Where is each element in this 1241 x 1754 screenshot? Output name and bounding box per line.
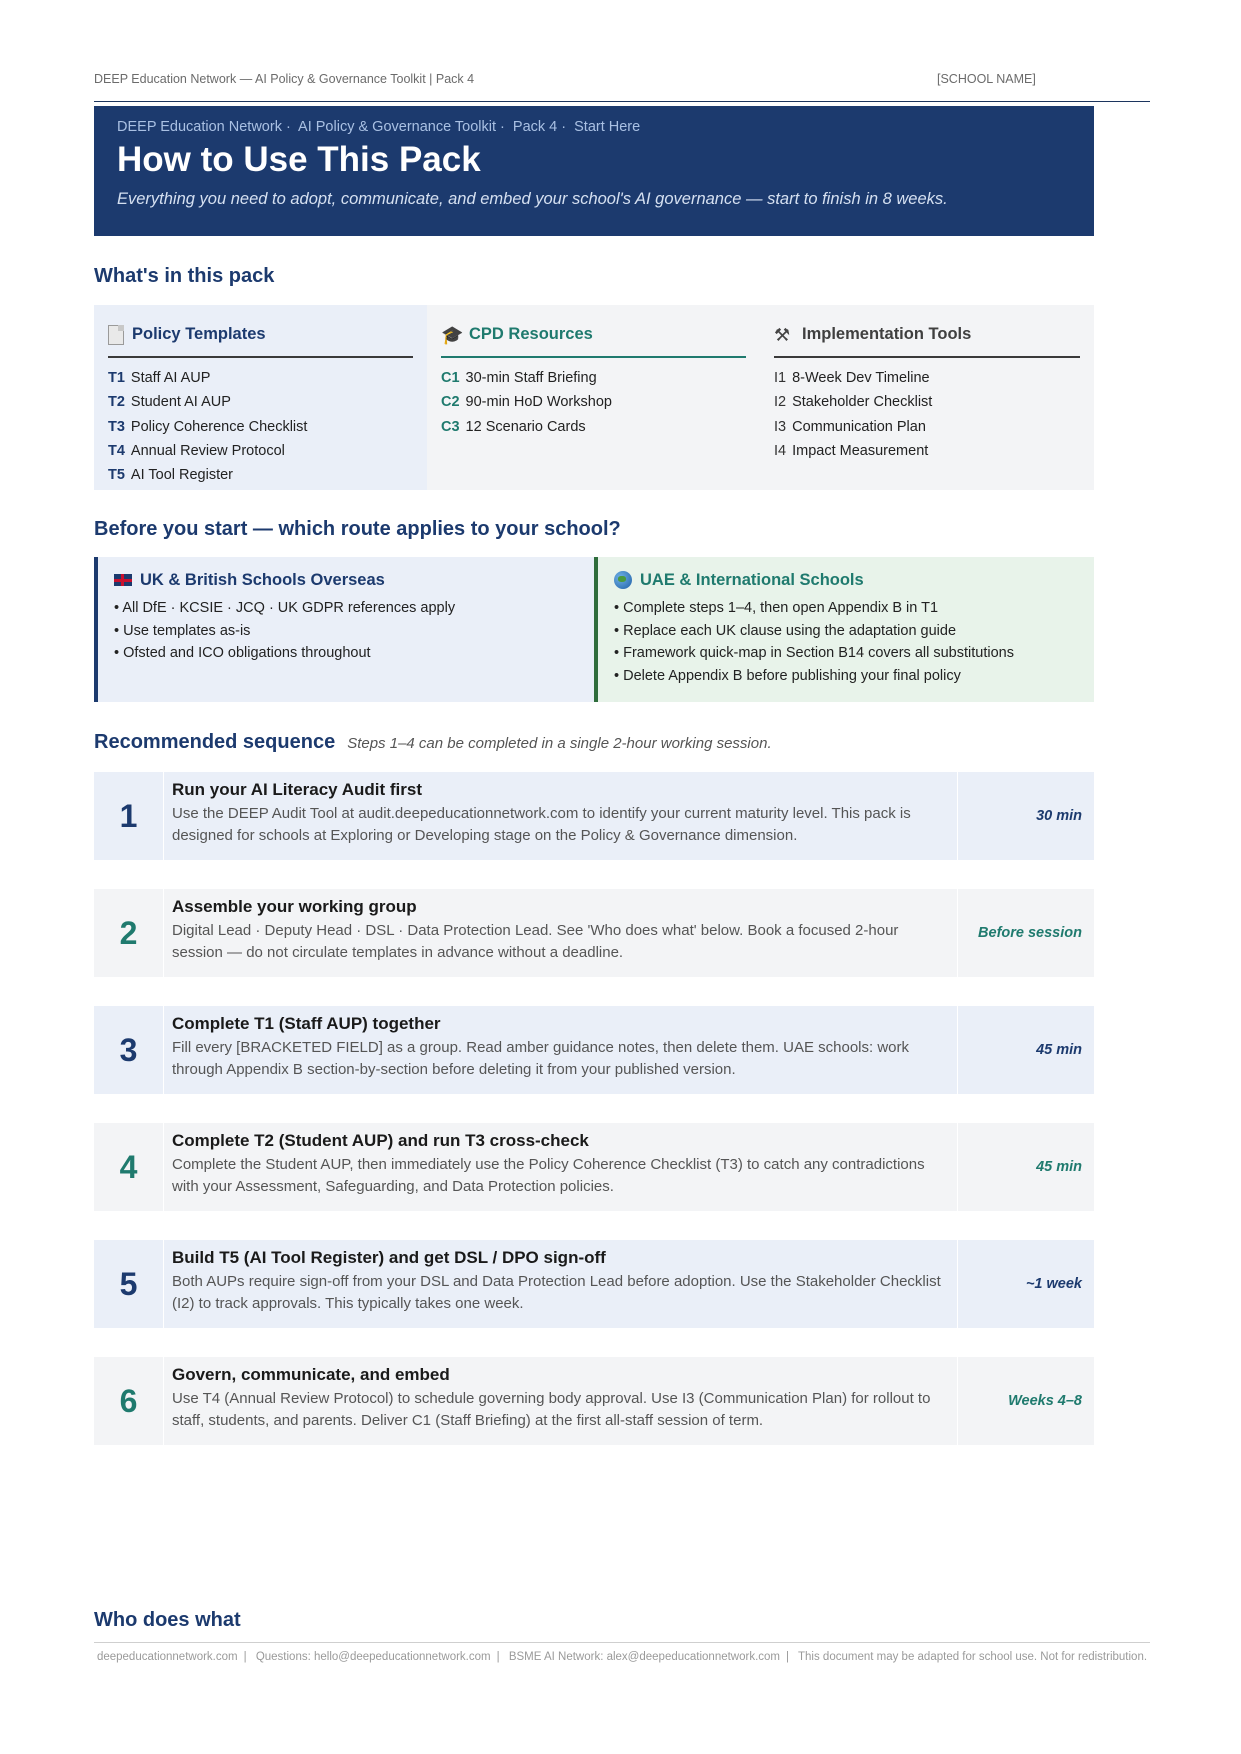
breadcrumb: DEEP Education Network · AI Policy & Governance Toolkit · Pack 4 · Start Here bbox=[117, 119, 641, 135]
cpd-resources-list bbox=[441, 366, 746, 439]
column-title: Policy Templates bbox=[132, 325, 266, 343]
list-item: I3 Communication Plan bbox=[774, 418, 926, 435]
list-item: • All DfE · KCSIE · JCQ · UK GDPR references apply bbox=[114, 597, 578, 620]
list-item: T1 Staff AI AUP bbox=[108, 370, 211, 386]
step-description: Fill every [BRACKETED FIELD] as a group. Read amber guidance notes, then delete them. UAE schools: work through Appendix B section-by-section before deleting it from your published version. bbox=[172, 1039, 910, 1078]
page-subtitle: Everything you need to adopt, communicate, and embed your school's AI governance — start to finish in 8 weeks. bbox=[117, 190, 948, 208]
header-org: DEEP Education Network bbox=[94, 72, 237, 86]
cpd-resources-column bbox=[427, 305, 760, 490]
list-item: T5 AI Tool Register bbox=[108, 467, 234, 484]
step-number: 3 bbox=[94, 1006, 164, 1094]
list-item: C1 30-min Staff Briefing bbox=[441, 370, 597, 386]
list-item: • Ofsted and ICO obligations throughout bbox=[114, 642, 578, 665]
column-header bbox=[774, 313, 1080, 358]
policy-templates-list bbox=[108, 366, 413, 487]
sequence-title: Recommended sequence bbox=[94, 731, 336, 753]
page-footer: deepeducationnetwork.com | Questions: hello@deepeducationnetwork.com | BSME AI Network: alex@deepeducationnetwork.com | This document may be adapted for school use. Not for redistribution. bbox=[94, 1642, 1150, 1666]
step-number: 2 bbox=[94, 889, 164, 977]
breadcrumb-item: DEEP Education Network bbox=[117, 119, 282, 135]
step-title: Complete T1 (Staff AUP) together bbox=[172, 1014, 441, 1033]
title-banner bbox=[94, 106, 1094, 236]
routes-heading: Before you start — which route applies to your school? bbox=[94, 518, 621, 540]
step-row bbox=[94, 772, 1094, 860]
step-number: 4 bbox=[94, 1123, 164, 1211]
uk-flag-icon bbox=[114, 574, 132, 586]
list-item: • Replace each UK clause using the adaptation guide bbox=[614, 620, 1078, 643]
column-header bbox=[441, 313, 746, 358]
list-item: I4 Impact Measurement bbox=[774, 442, 929, 459]
sequence-heading bbox=[94, 731, 772, 754]
column-header bbox=[108, 313, 413, 358]
list-item: C3 12 Scenario Cards bbox=[441, 418, 586, 435]
step-description: Use the DEEP Audit Tool at audit.deepeducationnetwork.com to identify your current maturity level. This pack is designed for schools at Exploring or Developing stage on the Policy & Governance dimension. bbox=[172, 805, 911, 844]
column-title: CPD Resources bbox=[469, 325, 593, 343]
list-item: T3 Policy Coherence Checklist bbox=[108, 418, 308, 435]
step-description: Digital Lead · Deputy Head · DSL · Data Protection Lead. See 'Who does what' below. Book a focused 2-hour session — do not circulate templates in advance without a deadline. bbox=[172, 922, 899, 961]
list-item: I1 8-Week Dev Timeline bbox=[774, 370, 930, 386]
graduation-cap-icon: 🎓 bbox=[441, 324, 464, 345]
header-toolkit: AI Policy & Governance Toolkit bbox=[254, 72, 426, 86]
uae-route-card bbox=[594, 557, 1094, 702]
policy-templates-column bbox=[94, 305, 427, 490]
globe-icon bbox=[614, 571, 632, 589]
route-title: UAE & International Schools bbox=[640, 570, 864, 589]
step-body bbox=[172, 1246, 942, 1314]
pack-contents bbox=[94, 305, 1094, 490]
breadcrumb-item: Start Here bbox=[574, 119, 641, 135]
step-title: Run your AI Literacy Audit first bbox=[172, 780, 422, 799]
footer-site-link[interactable]: deepeducationnetwork.com bbox=[96, 1651, 238, 1663]
route-header bbox=[614, 567, 1078, 593]
step-row bbox=[94, 1357, 1094, 1445]
step-duration: Weeks 4–8 bbox=[957, 1357, 1094, 1445]
header-pack: Pack 4 bbox=[435, 72, 475, 86]
step-number: 5 bbox=[94, 1240, 164, 1328]
who-does-what-heading: Who does what bbox=[94, 1609, 241, 1631]
step-body bbox=[172, 778, 942, 846]
breadcrumb-item: AI Policy & Governance Toolkit bbox=[298, 119, 497, 135]
running-header bbox=[94, 72, 1150, 102]
step-duration: Before session bbox=[957, 889, 1094, 977]
step-body bbox=[172, 895, 942, 963]
step-row bbox=[94, 1240, 1094, 1328]
route-title: UK & British Schools Overseas bbox=[140, 570, 385, 589]
list-item: • Complete steps 1–4, then open Appendix B in T1 bbox=[614, 597, 1078, 620]
list-item: T2 Student AI AUP bbox=[108, 394, 231, 411]
step-title: Complete T2 (Student AUP) and run T3 cross-check bbox=[172, 1131, 589, 1150]
implementation-tools-list bbox=[774, 366, 1080, 463]
document-icon bbox=[108, 325, 124, 345]
footer-bsme-email[interactable]: BSME AI Network: alex@deepeducationnetwork.com bbox=[508, 1651, 781, 1663]
step-title: Assemble your working group bbox=[172, 897, 417, 916]
breadcrumb-item: Pack 4 bbox=[512, 119, 558, 135]
implementation-tools-column bbox=[760, 305, 1094, 490]
step-body bbox=[172, 1012, 942, 1080]
uae-route-list bbox=[614, 597, 1078, 688]
uk-route-list bbox=[114, 597, 578, 665]
tools-icon: ⚒ bbox=[774, 324, 791, 345]
step-title: Build T5 (AI Tool Register) and get DSL / DPO sign-off bbox=[172, 1248, 606, 1267]
step-number: 1 bbox=[94, 772, 164, 860]
running-header-left: DEEP Education Network — AI Policy & Governance Toolkit | Pack 4 bbox=[94, 72, 475, 86]
step-body bbox=[172, 1129, 942, 1197]
list-item: T4 Annual Review Protocol bbox=[108, 442, 285, 459]
step-row bbox=[94, 1123, 1094, 1211]
list-item: • Framework quick-map in Section B14 covers all substitutions bbox=[614, 642, 1078, 665]
step-body bbox=[172, 1363, 942, 1431]
step-title: Govern, communicate, and embed bbox=[172, 1365, 450, 1384]
pack-contents-heading: What's in this pack bbox=[94, 265, 275, 287]
uk-route-card bbox=[94, 557, 594, 702]
step-row bbox=[94, 1006, 1094, 1094]
list-item: C2 90-min HoD Workshop bbox=[441, 394, 612, 411]
step-duration: 45 min bbox=[957, 1006, 1094, 1094]
column-title: Implementation Tools bbox=[802, 325, 972, 343]
route-header bbox=[114, 567, 578, 593]
page-title: How to Use This Pack bbox=[117, 140, 481, 179]
step-row bbox=[94, 889, 1094, 977]
step-duration: ~1 week bbox=[957, 1240, 1094, 1328]
list-item: • Use templates as-is bbox=[114, 620, 578, 643]
step-description: Both AUPs require sign-off from your DSL and Data Protection Lead before adoption. Use the Stakeholder Checklist (I2) to track approvals. This typically takes one week. bbox=[172, 1273, 941, 1312]
footer-questions-email[interactable]: Questions: hello@deepeducationnetwork.com bbox=[255, 1651, 491, 1663]
sequence-note: Steps 1–4 can be completed in a single 2-hour working session. bbox=[347, 735, 772, 752]
step-duration: 30 min bbox=[957, 772, 1094, 860]
list-item: I2 Stakeholder Checklist bbox=[774, 394, 933, 411]
footer-notice: This document may be adapted for school use. Not for redistribution. bbox=[798, 1651, 1148, 1663]
step-duration: 45 min bbox=[957, 1123, 1094, 1211]
list-item: • Delete Appendix B before publishing your final policy bbox=[614, 665, 1078, 688]
school-name-placeholder: [SCHOOL NAME] bbox=[937, 72, 1036, 86]
step-number: 6 bbox=[94, 1357, 164, 1445]
step-description: Use T4 (Annual Review Protocol) to schedule governing body approval. Use I3 (Communication Plan) for rollout to staff, students, and parents. Deliver C1 (Staff Briefing) at the first all-staff session of term. bbox=[172, 1390, 931, 1429]
step-description: Complete the Student AUP, then immediately use the Policy Coherence Checklist (T3) to catch any contradictions with your Assessment, Safeguarding, and Data Protection policies. bbox=[172, 1156, 925, 1195]
